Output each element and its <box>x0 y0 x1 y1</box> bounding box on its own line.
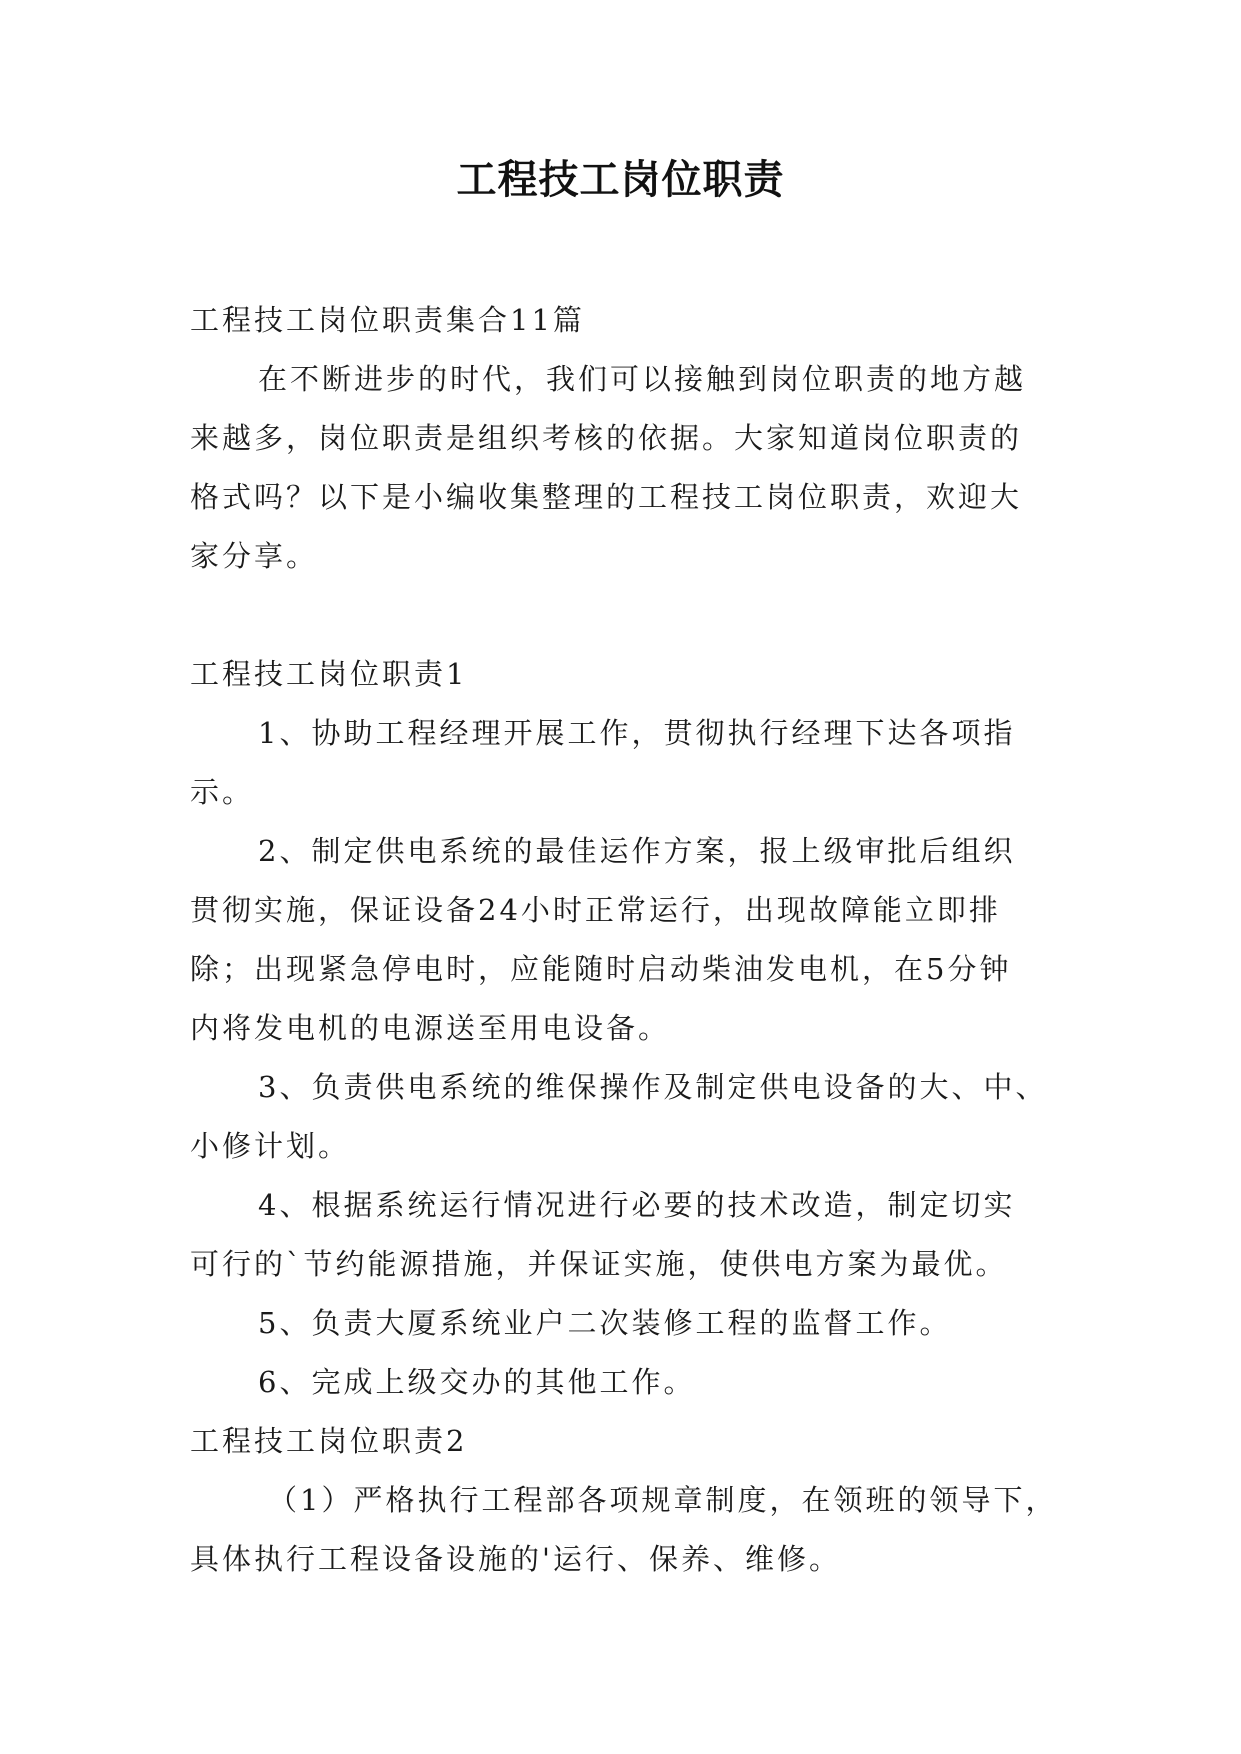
document-body <box>190 291 1058 1589</box>
duty-item-line: 小修计划。 <box>190 1129 351 1163</box>
section-heading: 工程技工岗位职责1 <box>190 657 468 691</box>
duty-item-line: 4、根据系统运行情况进行必要的技术改造，制定切实 <box>258 1188 1016 1222</box>
duty-item-line: 示。 <box>190 775 255 809</box>
duty-item-line: 具体执行工程设备设施的'运行、保养、维修。 <box>190 1542 841 1576</box>
intro-line: 家分享。 <box>190 539 319 573</box>
duty-item-line: 除；出现紧急停电时，应能随时启动柴油发电机，在5分钟 <box>190 952 1012 986</box>
duty-item-line: 5、负责大厦系统业户二次装修工程的监督工作。 <box>258 1306 952 1340</box>
duty-item-line: 贯彻实施，保证设备24小时正常运行，出现故障能立即排 <box>190 893 1001 927</box>
duty-item-line: 可行的`节约能源措施，并保证实施，使供电方案为最优。 <box>190 1247 1008 1281</box>
duty-item-line: 1、协助工程经理开展工作，贯彻执行经理下达各项指 <box>258 716 1016 750</box>
intro-line: 在不断进步的时代，我们可以接触到岗位职责的地方越 <box>258 362 1027 396</box>
duty-item-line: 3、负责供电系统的维保操作及制定供电设备的大、中、 <box>258 1070 1048 1104</box>
paragraph-gap <box>190 586 1050 645</box>
intro-line: 格式吗？以下是小编收集整理的工程技工岗位职责，欢迎大 <box>190 480 1023 514</box>
duty-item-line: 2、制定供电系统的最佳运作方案，报上级审批后组织 <box>258 834 1016 868</box>
section-heading: 工程技工岗位职责2 <box>190 1424 468 1458</box>
duty-item-line: 6、完成上级交办的其他工作。 <box>258 1365 696 1399</box>
document-subtitle: 工程技工岗位职责集合11篇 <box>190 303 585 337</box>
duty-item-line: 内将发电机的电源送至用电设备。 <box>190 1011 671 1045</box>
document-title: 工程技工岗位职责 <box>456 157 785 203</box>
duty-item-line: （1）严格执行工程部各项规章制度，在领班的领导下， <box>268 1483 1058 1517</box>
intro-line: 来越多，岗位职责是组织考核的依据。大家知道岗位职责的 <box>190 421 1023 455</box>
